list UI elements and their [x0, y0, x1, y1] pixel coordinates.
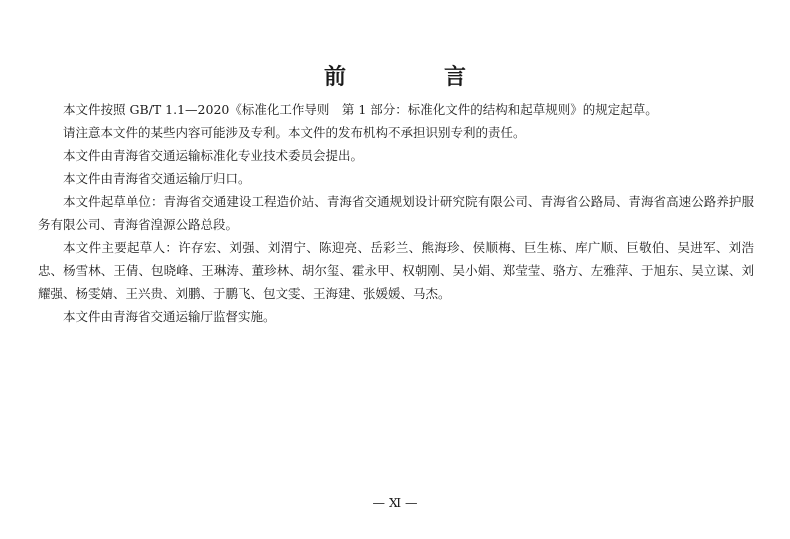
section-heading: 前 言: [323, 65, 504, 90]
paragraph-patent-notice: 请注意本文件的某些内容可能涉及专利。本文件的发布机构不承担识别专利的责任。: [63, 125, 526, 140]
paragraph-supervision: 本文件由青海省交通运输厅监督实施。: [63, 309, 276, 324]
paragraph-drafters: 本文件主要起草人：许存宏、刘强、刘渭宁、陈迎亮、岳彩兰、熊海珍、侯顺梅、巨生栋、库广顺、巨敬伯、吴进军、刘浩忠、杨雪林、王倩、包晓峰、王琳涛、董珍林、胡尔玺、霍永甲、权朝刚、吴小娟、郑莹莹、骆方、左雅萍、于旭东、吴立谋、刘耀强、杨雯婧、王兴贵、刘鹏、于鹏飞、包文雯、王海建、张媛媛、马杰。: [38, 240, 754, 301]
paragraph-proposer: 本文件由青海省交通运输标准化专业技术委员会提出。: [63, 148, 364, 163]
paragraph-administrator: 本文件由青海省交通运输厅归口。: [63, 171, 251, 186]
page-number: — Ⅺ —: [372, 495, 418, 510]
paragraph-standard-reference: 本文件按照 GB/T 1.1—2020《标准化工作导则 第 1 部分：标准化文件的结构和起草规则》的规定起草。: [63, 102, 658, 117]
foreword-body: [38, 98, 754, 328]
paragraph-drafting-units: 本文件起草单位：青海省交通建设工程造价站、青海省交通规划设计研究院有限公司、青海省公路局、青海省高速公路养护服务有限公司、青海省湟源公路总段。: [38, 194, 754, 232]
